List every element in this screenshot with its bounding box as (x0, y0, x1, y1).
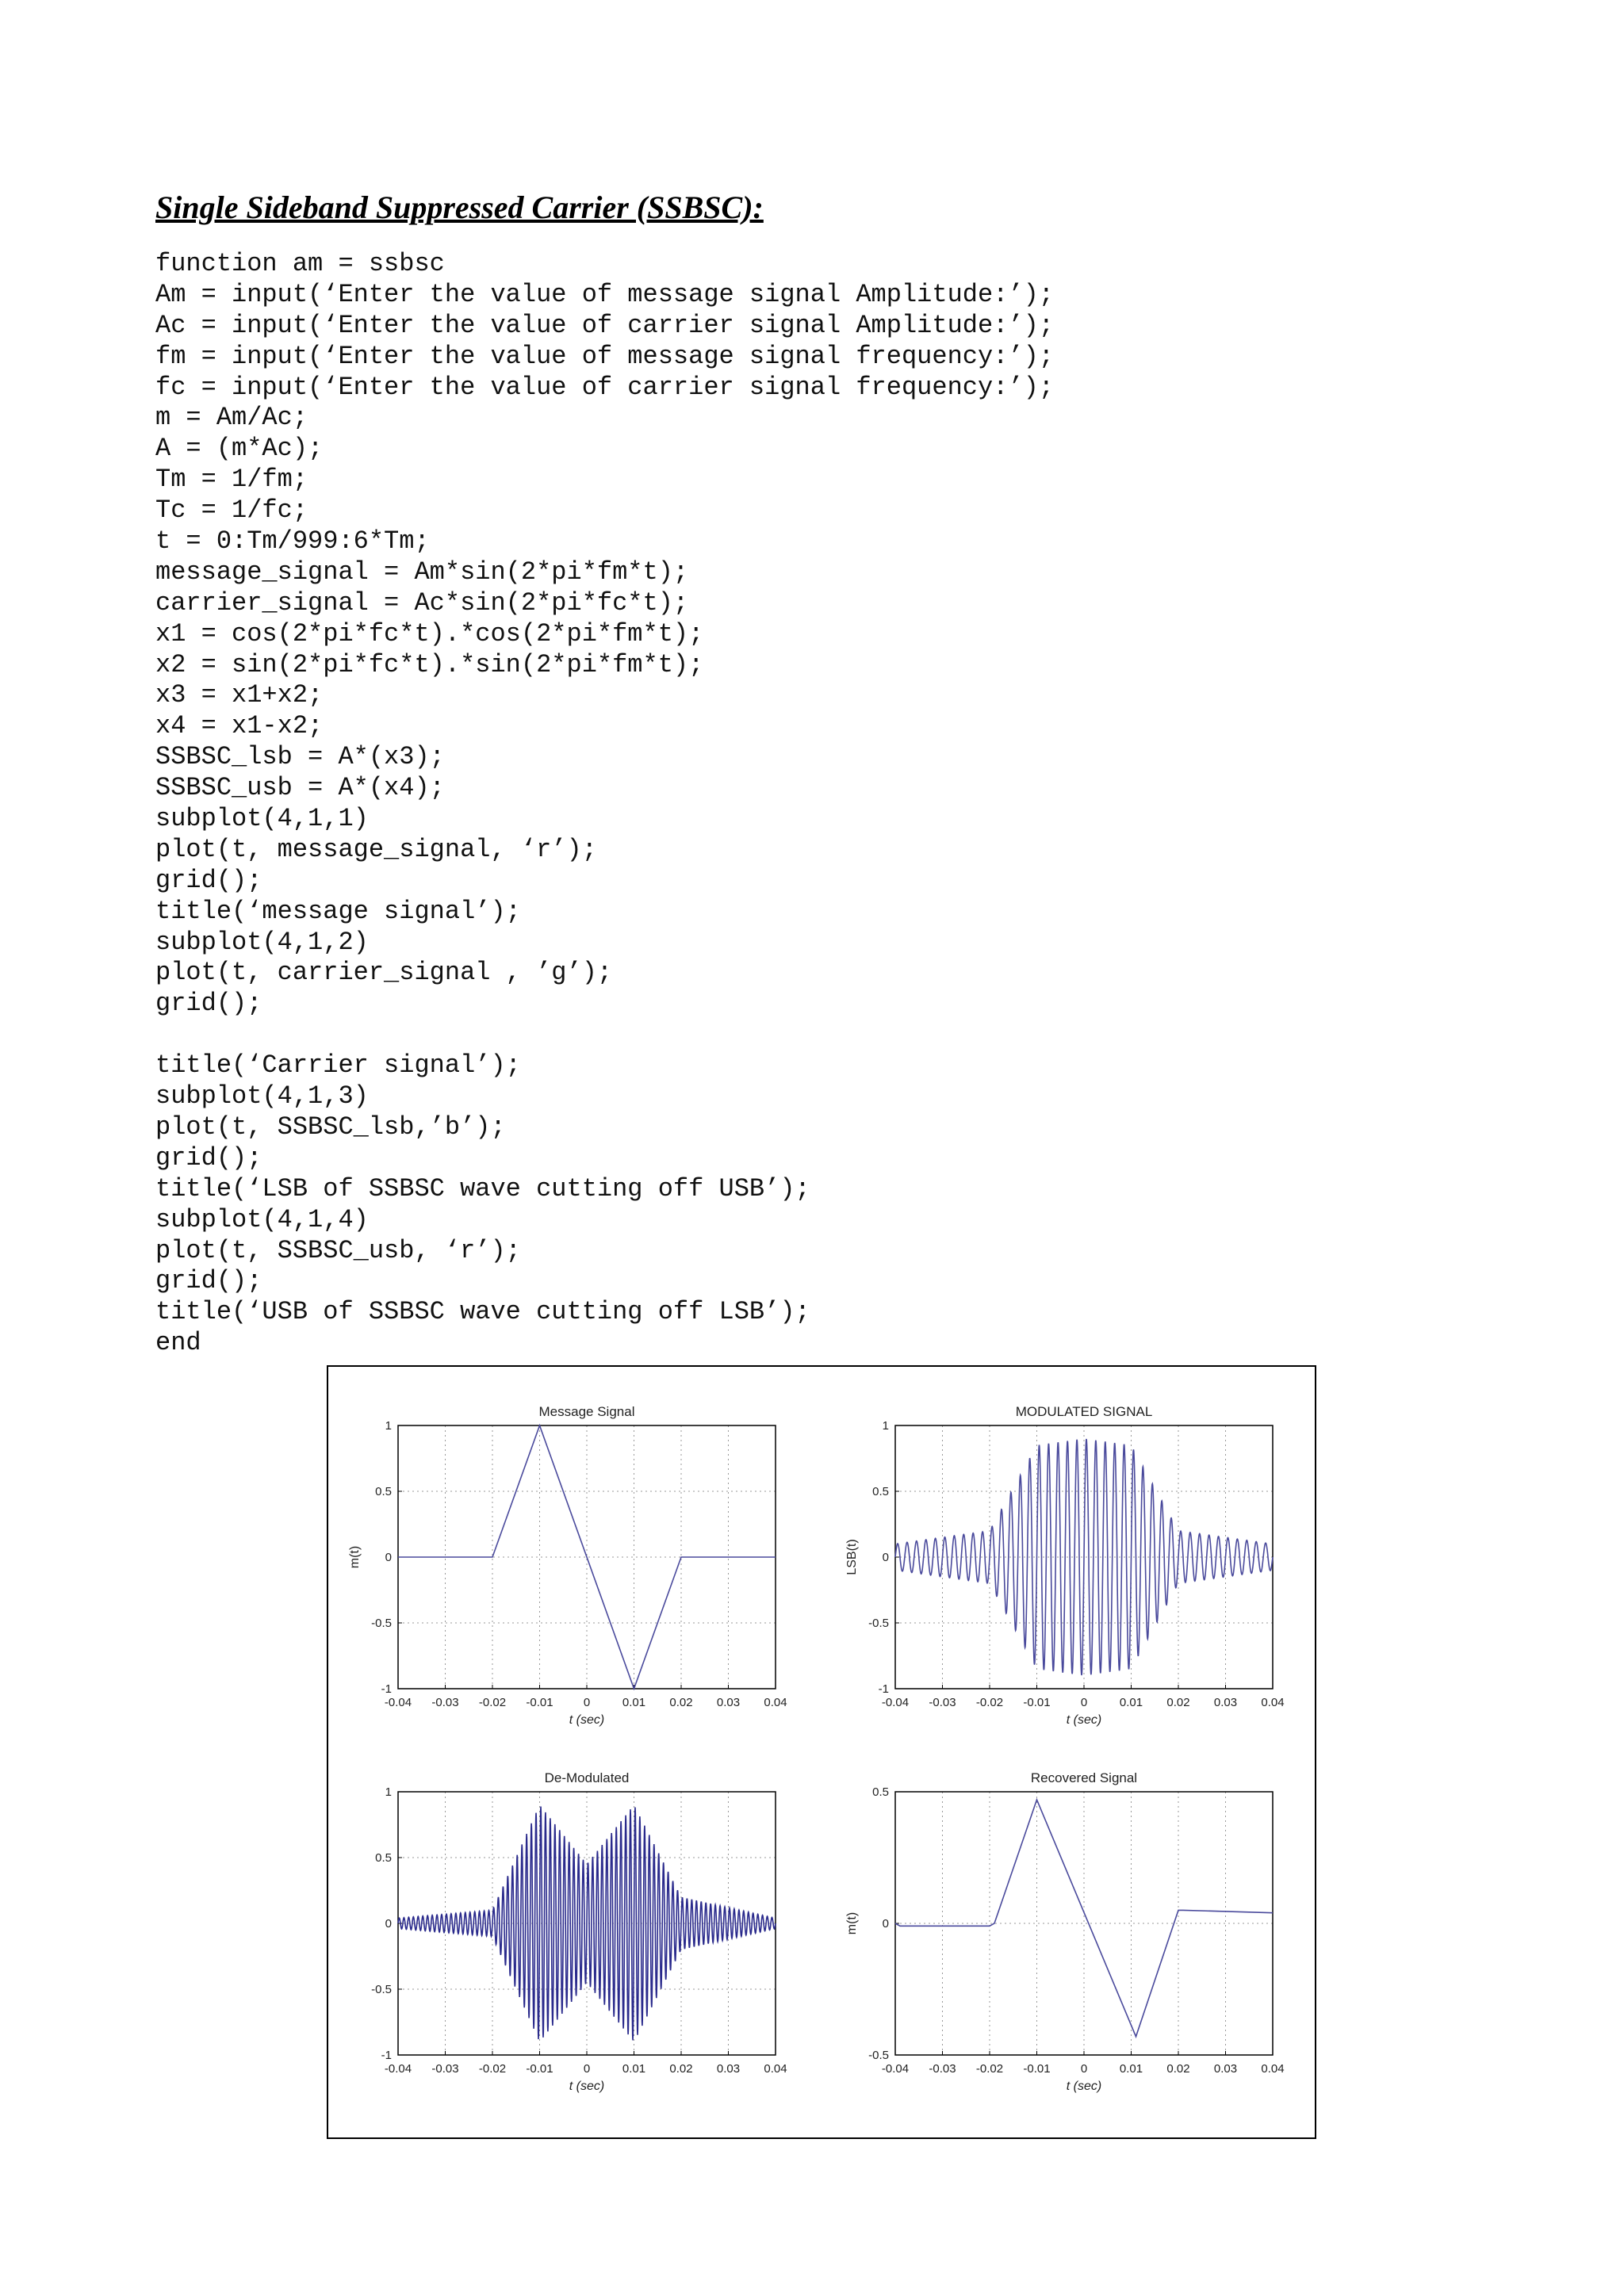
code-line: plot(t, carrier_signal , ’g’); (155, 958, 613, 988)
x-tick-label: 0.02 (669, 2062, 693, 2076)
y-axis-label: LSB(t) (845, 1539, 859, 1575)
code-line: plot(t, message_signal, ‘r’); (155, 834, 597, 864)
x-tick-label: -0.02 (478, 2062, 507, 2076)
code-line: x4 = x1-x2; (155, 711, 324, 741)
code-line: SSBSC_usb = A*(x4); (155, 773, 445, 803)
code-line: end (155, 1328, 201, 1358)
code-line: subplot(4,1,3) (155, 1081, 369, 1112)
x-tick-label: -0.03 (929, 1696, 956, 1709)
y-tick-label: 1 (385, 1785, 392, 1799)
y-tick-label: 1 (385, 1419, 392, 1433)
y-tick-label: -0.5 (868, 2049, 889, 2062)
y-tick-label: 0 (385, 1551, 392, 1564)
x-tick-label: -0.04 (384, 2062, 412, 2076)
x-tick-label: -0.03 (431, 2062, 459, 2076)
x-tick-label: 0 (583, 1696, 591, 1709)
code-line: Tc = 1/fc; (155, 496, 308, 526)
chart-title: De-Modulated (544, 1770, 630, 1785)
x-axis-label: t (sec) (1066, 2080, 1102, 2093)
x-tick-label: 0.02 (1166, 1696, 1190, 1709)
x-tick-label: -0.01 (1023, 2062, 1051, 2076)
x-tick-label: -0.03 (431, 1696, 459, 1709)
section-heading: Single Sideband Suppressed Carrier (SSBSC): (155, 189, 764, 225)
code-line: function am = ssbsc (155, 249, 445, 278)
y-tick-label: 0.5 (375, 1485, 392, 1498)
code-line: grid(); (155, 989, 262, 1019)
y-tick-label: -1 (381, 1682, 392, 1696)
code-line: subplot(4,1,1) (155, 804, 369, 834)
code-block (155, 249, 1054, 1359)
y-axis-label: m(t) (348, 1545, 362, 1569)
code-line: Ac = input(‘Enter the value of carrier signal Amplitude:’); (155, 310, 1054, 340)
x-axis-label: t (sec) (569, 1713, 605, 1727)
code-line: Tm = 1/fm; (155, 465, 308, 495)
x-tick-label: 0.01 (1119, 1696, 1143, 1709)
y-tick-label: 0.5 (872, 1485, 889, 1498)
x-tick-label: 0.01 (1119, 2062, 1143, 2076)
code-line: title(‘Carrier signal’); (155, 1050, 521, 1081)
figure-frame (327, 1365, 1316, 2139)
y-tick-label: -1 (381, 2049, 392, 2062)
x-tick-label: 0.04 (764, 2062, 787, 2076)
code-line: title(‘USB of SSBSC wave cutting off LSB’); (155, 1297, 810, 1327)
x-tick-label: -0.04 (881, 1696, 910, 1709)
code-line: t = 0:Tm/999:6*Tm; (155, 526, 430, 557)
x-tick-label: 0.03 (716, 2062, 741, 2076)
code-line: A = (m*Ac); (155, 434, 324, 464)
x-tick-label: 0.01 (622, 1696, 646, 1709)
y-tick-label: 0 (882, 1551, 889, 1564)
code-line: x2 = sin(2*pi*fc*t).*sin(2*pi*fm*t); (155, 649, 704, 679)
x-tick-label: -0.02 (975, 1696, 1004, 1709)
chart-title: Recovered Signal (1030, 1770, 1138, 1785)
y-axis-label: m(t) (845, 1911, 859, 1935)
code-line: x1 = cos(2*pi*fc*t).*cos(2*pi*fm*t); (155, 618, 704, 649)
code-line: Am = input(‘Enter the value of message signal Amplitude:’); (155, 279, 1054, 309)
code-line (155, 1020, 1054, 1050)
x-tick-label: -0.04 (881, 2062, 910, 2076)
x-tick-label: 0 (583, 2062, 591, 2076)
x-tick-label: -0.03 (929, 2062, 956, 2076)
x-tick-label: 0.03 (716, 1696, 741, 1709)
x-tick-label: -0.02 (478, 1696, 507, 1709)
y-tick-label: 0 (882, 1917, 889, 1931)
code-line: grid(); (155, 865, 262, 895)
x-tick-label: -0.01 (1023, 1696, 1051, 1709)
x-tick-label: 0 (1080, 2062, 1088, 2076)
code-line: grid(); (155, 1266, 262, 1296)
code-line: carrier_signal = Ac*sin(2*pi*fc*t); (155, 587, 689, 618)
figure-plots (328, 1367, 1315, 2137)
y-tick-label: 0.5 (375, 1851, 392, 1865)
x-axis-label: t (sec) (1066, 1713, 1102, 1727)
code-line: message_signal = Am*sin(2*pi*fm*t); (155, 557, 689, 587)
code-line: x3 = x1+x2; (155, 680, 324, 710)
x-tick-label: -0.01 (526, 2062, 553, 2076)
chart-title: Message Signal (538, 1404, 635, 1419)
code-line: subplot(4,1,4) (155, 1204, 369, 1234)
x-tick-label: 0.02 (1166, 2062, 1190, 2076)
y-tick-label: -0.5 (868, 1617, 889, 1630)
x-axis-label: t (sec) (569, 2080, 605, 2093)
x-tick-label: 0.02 (669, 1696, 693, 1709)
code-line: fc = input(‘Enter the value of carrier signal frequency:’); (155, 372, 1054, 402)
y-tick-label: -0.5 (371, 1617, 392, 1630)
y-tick-label: -1 (878, 1682, 889, 1696)
series-line-demod (398, 1807, 776, 2041)
chart-title: MODULATED SIGNAL (1015, 1404, 1153, 1419)
code-line: plot(t, SSBSC_lsb,’b’); (155, 1112, 506, 1142)
x-tick-label: 0 (1080, 1696, 1088, 1709)
x-tick-label: 0.03 (1213, 1696, 1238, 1709)
code-line: grid(); (155, 1142, 262, 1173)
x-tick-label: -0.01 (526, 1696, 553, 1709)
x-tick-label: 0.04 (1261, 1696, 1285, 1709)
y-tick-label: -0.5 (371, 1983, 392, 1996)
y-tick-label: 0 (385, 1917, 392, 1931)
y-tick-label: 1 (882, 1419, 889, 1433)
code-line: m = Am/Ac; (155, 403, 308, 433)
code-line: plot(t, SSBSC_usb, ‘r’); (155, 1235, 521, 1265)
code-line: title(‘message signal’); (155, 896, 521, 926)
x-tick-label: 0.04 (764, 1696, 787, 1709)
x-tick-label: 0.04 (1261, 2062, 1285, 2076)
x-tick-label: -0.04 (384, 1696, 412, 1709)
code-line: title(‘LSB of SSBSC wave cutting off USB’); (155, 1173, 810, 1203)
x-tick-label: 0.01 (622, 2062, 646, 2076)
y-tick-label: 0.5 (872, 1785, 889, 1799)
code-line: subplot(4,1,2) (155, 927, 369, 957)
x-tick-label: 0.03 (1213, 2062, 1238, 2076)
code-line: SSBSC_lsb = A*(x3); (155, 742, 445, 772)
code-line: fm = input(‘Enter the value of message signal frequency:’); (155, 341, 1054, 371)
x-tick-label: -0.02 (975, 2062, 1004, 2076)
